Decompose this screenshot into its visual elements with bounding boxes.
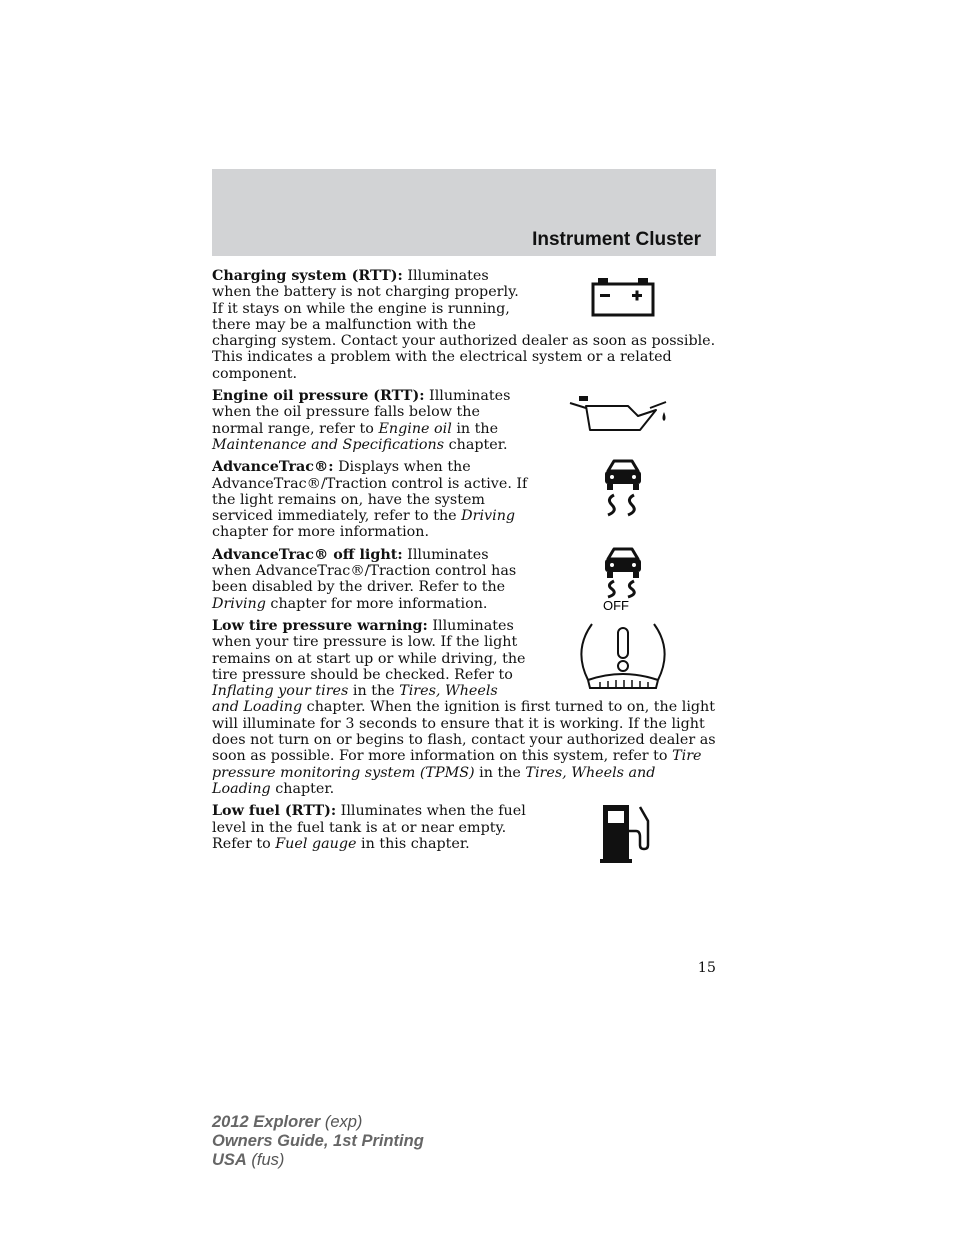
tire-pressure-icon <box>528 618 718 696</box>
page-title: Instrument Cluster <box>532 229 701 250</box>
footer-market-code: (fus) <box>246 1151 285 1169</box>
entry-advancetrac <box>212 459 718 540</box>
entry-body: Displays when the AdvanceTrac®/Traction control is active. If the light remains on, have the system serviced immediately, refer to the <box>212 459 528 525</box>
footer-printing: Owners Guide, 1st Printing <box>212 1132 424 1150</box>
chapter-reference: Fuel gauge <box>275 835 357 852</box>
entry-body: in the <box>348 683 400 700</box>
footer-model-code: (exp) <box>320 1113 363 1131</box>
entry-body: chapter for more information. <box>265 595 488 612</box>
entry-body: chapter for more information. <box>212 524 430 541</box>
battery-icon <box>528 268 718 326</box>
footer-model: 2012 Explorer <box>212 1113 321 1131</box>
entry-body: Illuminates when AdvanceTrac®/Traction control has been disabled by the driver. Refer to the <box>212 546 517 596</box>
chapter-reference: Tires, Wheels and Loading <box>212 683 498 716</box>
entry-body: Illuminates when your tire pressure is low. If the light remains on at start up or while driving, the tire pressure should be checked. Refer to <box>212 617 526 683</box>
chapter-reference: Tires, Wheels and Loading <box>212 764 656 797</box>
entry-body: Illuminates when the battery is not charging properly. If it stays on while the engine is running, there may be a malfunction with the charging system. Contact your authorized dealer as soon as possible. This indicates a problem with the electrical system or a related component. <box>212 268 716 382</box>
entry-engine-oil-pressure <box>212 388 718 453</box>
entry-body: chapter. <box>444 436 508 453</box>
entry-advancetrac-off <box>212 547 718 612</box>
entry-body: in the <box>451 420 499 437</box>
entry-low-tire-pressure <box>212 618 718 797</box>
chapter-reference: Inflating your tires <box>212 683 349 700</box>
entry-body: chapter. When the ignition is first turned to on, the light will illuminate for 3 seconds to ensure that it is working. If the light does not turn on or begins to flash, contact your authorized dealer as soon as possible. For more information on this system, refer to <box>212 699 716 765</box>
off-label: OFF <box>603 597 629 613</box>
entry-body: in this chapter. <box>356 835 470 852</box>
chapter-reference: Tire pressure monitoring system (TPMS) <box>212 748 702 781</box>
entry-title: Low fuel (RTT): <box>212 803 337 820</box>
entry-charging-system <box>212 268 718 382</box>
header-band <box>212 169 716 256</box>
entry-title: AdvanceTrac®: <box>212 459 334 476</box>
footer-market: USA <box>212 1151 247 1169</box>
skidding-car-off-icon <box>528 547 718 613</box>
page-number: 15 <box>697 960 716 976</box>
entry-title: Charging system (RTT): <box>212 268 403 284</box>
skidding-car-icon <box>528 459 718 519</box>
chapter-reference: Maintenance and Specifications <box>212 436 445 453</box>
content <box>212 268 718 865</box>
chapter-reference: Driving <box>212 595 266 612</box>
entry-body: Illuminates when the oil pressure falls below the normal range, refer to <box>212 388 511 437</box>
fuel-pump-icon <box>528 803 718 865</box>
entry-body: chapter. <box>270 780 335 797</box>
entry-title: Engine oil pressure (RTT): <box>212 388 425 405</box>
entry-low-fuel <box>212 803 718 852</box>
entry-title: AdvanceTrac® off light: <box>212 546 403 563</box>
entry-body: in the <box>474 764 526 781</box>
footer <box>212 1113 424 1170</box>
oil-can-icon <box>528 388 718 448</box>
chapter-reference: Engine oil <box>378 420 452 437</box>
entry-title: Low tire pressure warning: <box>212 617 428 634</box>
entry-body: Illuminates when the fuel level in the fuel tank is at or near empty. Refer to <box>212 803 526 852</box>
chapter-reference: Driving <box>461 508 516 525</box>
